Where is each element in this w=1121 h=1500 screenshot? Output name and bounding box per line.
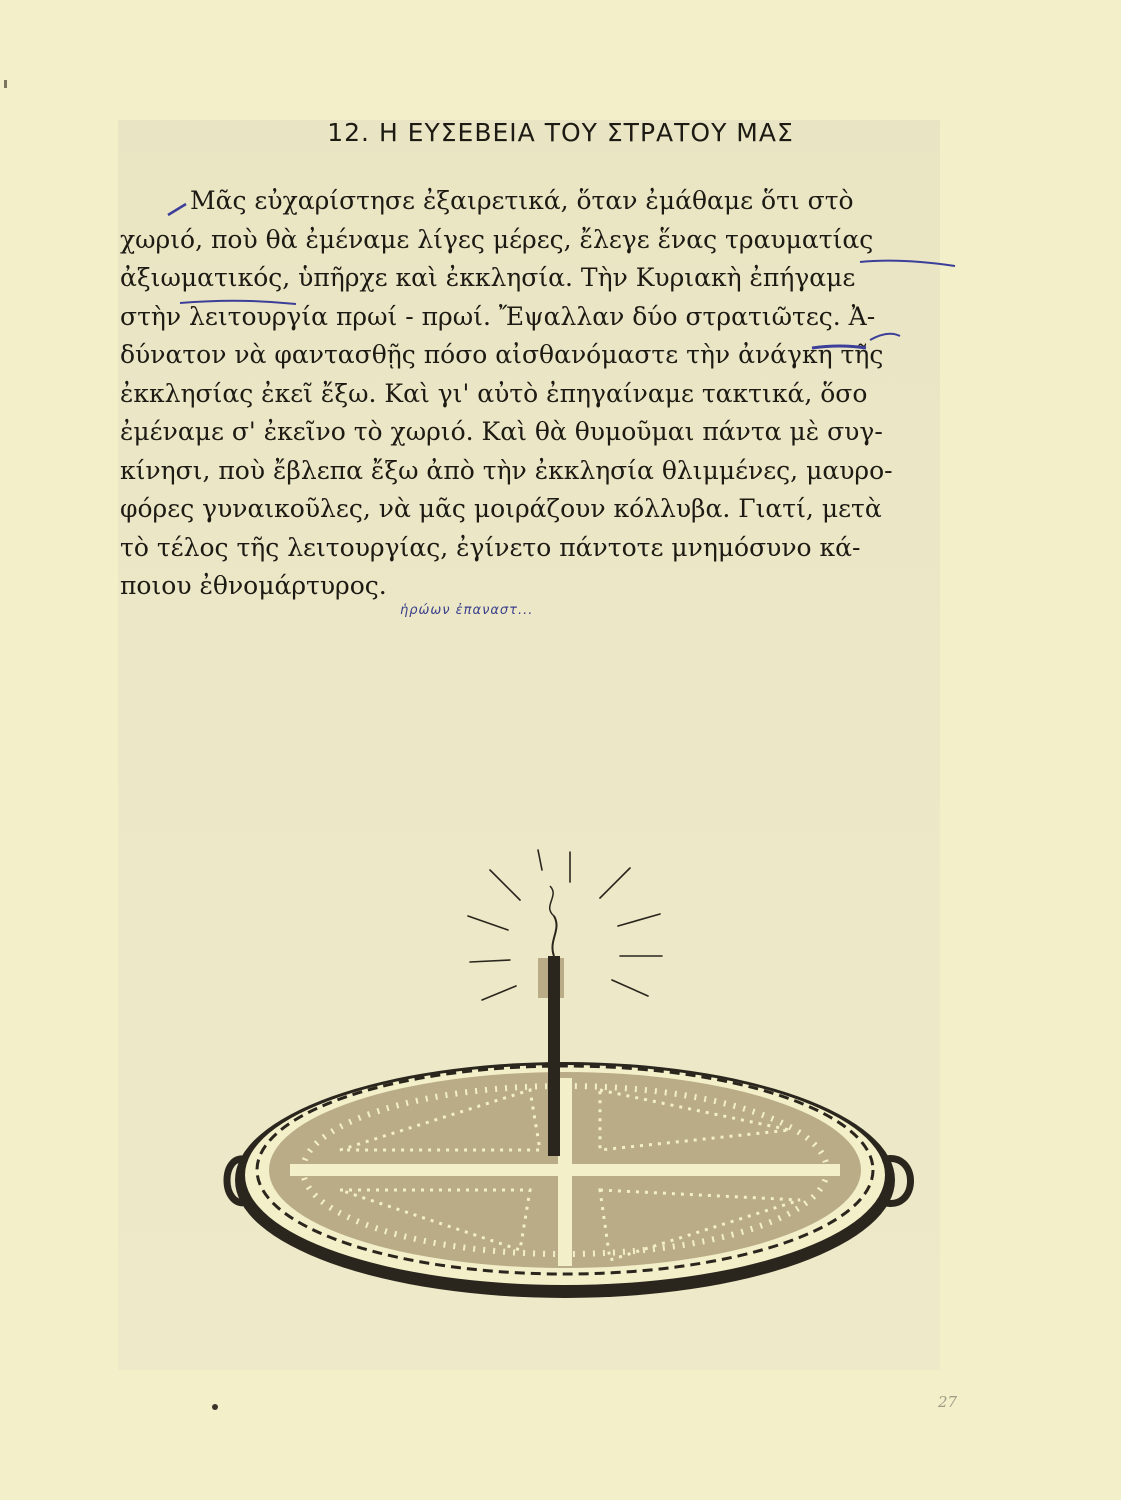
paragraph-line: ἐκκλησίας ἐκεῖ ἔξω. Καὶ γι' αὐτὸ ἐπηγαίναμε τακτικά, ὅσο (120, 378, 868, 408)
ink-speck (212, 1404, 218, 1410)
paragraph-line: τὸ τέλος τῆς λειτουργίας, ἐγίνετο πάντοτε μνημόσυνο κά- (120, 532, 861, 562)
paragraph-line: ἐμέναμε σ' ἐκεῖνο τὸ χωριό. Καὶ θὰ θυμοῦμαι πάντα μὲ συγ- (120, 417, 883, 446)
paragraph-line: ἀξιωματικός, ὑπῆρχε καὶ ἐκκλησία. Τὴν Κυριακὴ ἐπήγαμε (120, 263, 856, 292)
pen-annotations (0, 0, 1121, 700)
paragraph-line: χωριό, ποὺ θὰ ἐμέναμε λίγες μέρες, ἔλεγε ἕνας τραυματίας (120, 224, 874, 254)
page-number: 27 (938, 1393, 958, 1411)
kollyva-tray-illustration (220, 830, 920, 1310)
paragraph-line: δύνατον νὰ φαντασθῇς πόσο αἰσθανόμαστε τὴν ἀνάγκη τῆς (120, 340, 884, 369)
paragraph-line: φόρες γυναικοῦλες, νὰ μᾶς μοιράζουν κόλλυβα. Γιατί, μετὰ (120, 494, 882, 523)
paragraph-line: Μᾶς εὐχαρίστησε ἐξαιρετικά, ὅταν ἐμάθαμε ὅτι στὸ (190, 186, 854, 215)
chapter-title: 12. Η ΕΥΣΕΒΕΙΑ ΤΟΥ ΣΤΡΑΤΟΥ ΜΑΣ (327, 118, 794, 147)
handwritten-note: ἡρώων ἐπαναστ... (400, 603, 534, 618)
paragraph-line: ποιου ἐθνομάρτυρος. (120, 571, 387, 600)
paragraph-line: στὴν λειτουργία πρωί - πρωί. Ἔψαλλαν δύο στρατιῶτες. Ἀ- (120, 301, 876, 331)
paragraph-line: κίνησι, ποὺ ἔβλεπα ἔξω ἀπὸ τὴν ἐκκλησία θλιμμένες, μαυρο- (120, 455, 893, 485)
margin-mark (4, 80, 7, 88)
